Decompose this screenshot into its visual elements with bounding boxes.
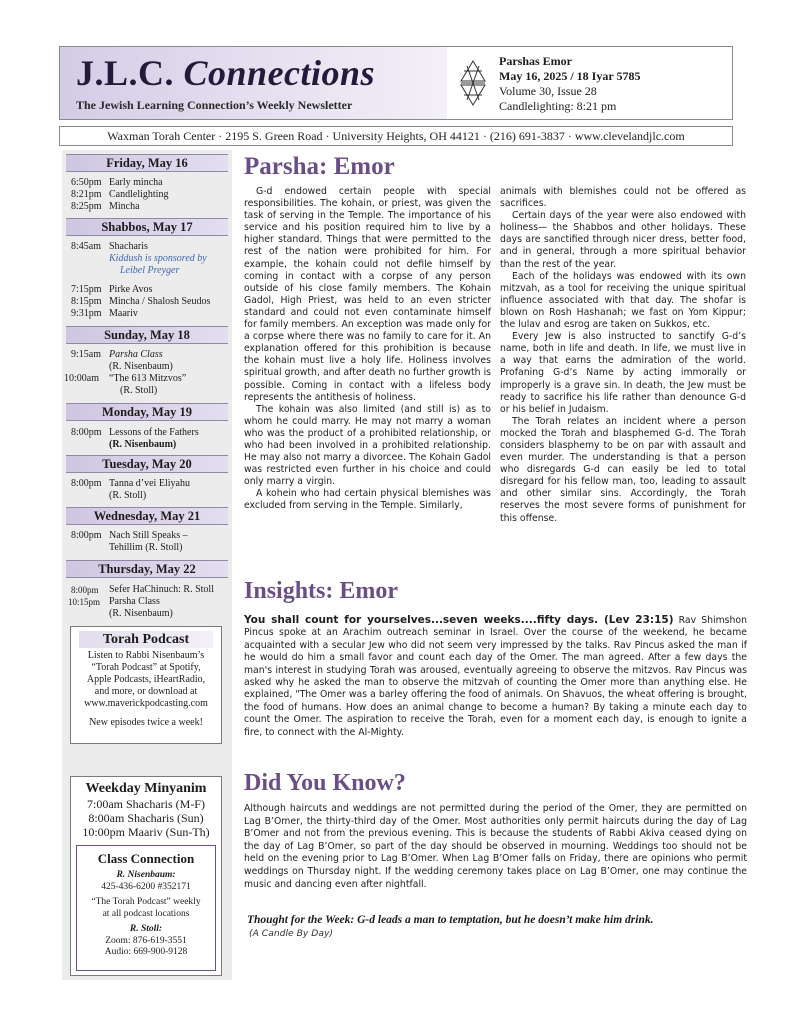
podcast-note-line: “The Torah Podcast” weekly [91, 897, 201, 907]
parsha-heading: Parsha: Emor [244, 153, 395, 180]
schedule-event: Early mincha [109, 177, 163, 188]
day-header-friday: Friday, May 16 [66, 154, 228, 172]
schedule-time: 8:00pm [71, 585, 99, 595]
schedule-instructor: (R. Nisenbaum) [109, 608, 173, 619]
rabbi-stoll-zoom[interactable]: Zoom: 876-619-3551 [105, 935, 187, 946]
newsletter-title [76, 53, 447, 93]
podcast-line: “Torah Podcast” at Spotify, [91, 662, 201, 673]
parsha-paragraph: The Torah relates an incident where a person mocked the Torah and blasphemed G-d. The Torah considers blasphemy to be on par with assault and even murder. The understanding is that a person who disregards G-d can easily be led to total disregard for his fellow man, too, leading to assault and other similar sins. Accordingly, the Torah reserves the most severe forms of punishment for this offense. [500, 415, 746, 524]
parsha-paragraph: G-d endowed certain people with special responsibilities. The kohain, or priest, was given the task of serving in the Temple. The importance of his service and his position required him to live by a higher standard. Things that were permitted to the rest of the nation were prohibited for him. For example, the kohain could not defile himself by coming in contact with a corpse of any person outside of his close family members. The Kohain Gadol, High Priest, was held to an even stricter standard and could not even contaminate himself for family members. An exception was made only for a corpse where there was no family to care for it. An explanation offered for this prohibition is because the kohain must live a holy life. Holiness involves spiritual growth, and after death no further growth is possible. Coming in contact with a lifeless body represents the antithesis of holiness. [244, 186, 491, 403]
day-header-wednesday: Wednesday, May 21 [66, 507, 228, 525]
insights-body [244, 614, 747, 739]
class-connection-box [76, 845, 216, 971]
schedule-time: 8:00pm [71, 530, 102, 541]
parsha-paragraph-continued: animals with blemishes could not be offered as sacrifices. [500, 186, 746, 210]
parsha-paragraph: Each of the holidays was endowed with its own mitzvah, as a tool for receiving the unique spiritual influence associated with that day. The shofar is blown on Rosh Hashanah; we fast on Yom Kippur; the lulav and esrog are taken on Sukkos, etc. [500, 270, 746, 331]
parsha-column-right [500, 186, 746, 525]
schedule-event: Mincha / Shalosh Seudos [109, 296, 211, 307]
kiddush-sponsor-name: Leibel Preyger [120, 265, 180, 276]
schedule-time: 8:00pm [71, 427, 102, 438]
schedule-time: 7:15pm [71, 284, 102, 295]
day-header-thursday: Thursday, May 22 [66, 560, 228, 578]
podcast-line: and more, or download at [94, 686, 198, 697]
podcast-line: Apple Podcasts, iHeartRadio, [86, 674, 206, 685]
thought-source: (A Candle By Day) [249, 928, 334, 939]
schedule-time: 8:45am [71, 241, 101, 252]
schedule-event: Shacharis [109, 241, 148, 252]
did-you-know-heading: Did You Know? [244, 770, 406, 796]
schedule-time: 6:50pm [71, 177, 102, 188]
schedule-event: Pirke Avos [109, 284, 153, 295]
day-header-shabbos: Shabbos, May 17 [66, 218, 228, 236]
schedule-event: Nach Still Speaks – [109, 530, 188, 541]
kiddush-sponsor-text: Kiddush is sponsored by [109, 253, 207, 264]
schedule-time: 9:15am [71, 349, 101, 360]
insights-lead-verse: You shall count for yourselves...seven weeks....fifty days. (Lev 23:15) [244, 614, 674, 626]
podcast-title: Torah Podcast [79, 631, 213, 648]
issue-info [499, 47, 732, 119]
address-bar: Waxman Torah Center · 2195 S. Green Road · University Heights, OH 44121 · (216) 691-3837 · www.clevelandjlc.com [59, 126, 733, 146]
thought-for-the-week: Thought for the Week: G-d leads a man to temptation, but he doesn’t make him drink. [247, 914, 654, 926]
title-italic: Connections [183, 53, 376, 93]
day-header-tuesday: Tuesday, May 20 [66, 455, 228, 473]
candlelighting-time: Candlelighting: 8:21 pm [499, 99, 617, 113]
insights-text: Rav Shimshon Pincus spoke at an Arachim outreach seminar in Israel. Over the course of the weekend, he became acquainted with a secular Jew who did not seem very impressed by the talks. Rav Pincus asked the man if he would do him a small favor and count each day of the Omer. The man agreed. After a few days the man's interest in studying Torah was aroused, eventually agreeing to observe the mitzvos. Rav Pincus was asked why he asked the man to observe the mitzvah of counting the Omer more than anything else. He explained, "The Omer was a barley offering the food of animals. On Shavuos, the wheat offering is brought, the food of humans. How does an animal change to become a human? By taking a minute each day to count the Omer. The aspiration to receive the Torah, even for a moment each day, is enough to ignite a fire, to connect with the Al-Mighty. [244, 615, 747, 738]
parsha-name: Parshas Emor [499, 54, 572, 68]
masthead-title-block [60, 47, 447, 119]
schedule-event: Maariv [109, 308, 138, 319]
class-connection-title: Class Connection [97, 851, 195, 866]
podcast-note: New episodes twice a week! [89, 717, 203, 728]
minyan-time: 8:00am Shacharis (Sun) [88, 811, 204, 825]
schedule-instructor: (R. Stoll) [109, 490, 147, 501]
did-you-know-body: Although haircuts and weddings are not permitted during the period of the Omer, they are permitted on Lag B’Omer, the thirty-third day of the Omer. Most authorities only permit haircuts during the day of Lag B’Omer and not from the previous evening. This is because the students of Rabbi Akiva ceased dying on the day of Lag B’Omer, so part of the day should be observed in mourning. Weddings too should not be held on the evening prior to Lag B’Omer. When Lag B’Omer falls on Friday, there are opinions who permit weddings on Thursday night. If the wedding ceremony takes place on Lag B’Omer, one may continue the music and dancing even after nightfall. [244, 803, 747, 890]
podcast-description [71, 650, 221, 710]
parsha-paragraph: A kohein who had certain physical blemishes was excluded from serving in the Temple. Similarly, [244, 488, 491, 512]
rabbi-stoll-audio[interactable]: Audio: 669-900-9128 [104, 947, 188, 957]
minyan-time: 7:00am Shacharis (M-F) [87, 797, 205, 811]
schedule-time: 9:31pm [71, 308, 102, 319]
schedule-instructor: Tehillim (R. Stoll) [109, 542, 183, 553]
schedule-instructor: (R. Stoll) [120, 385, 158, 396]
schedule-instructor: (R. Nisenbaum) [109, 439, 177, 450]
parsha-paragraph: Certain days of the year were also endowed with holiness— the Shabbos and other holidays. These days are sanctified through nicer dress, better food, and in general, through a more spiritual behavior than the rest of the year. [500, 210, 746, 270]
schedule-time: 10:15pm [68, 597, 101, 607]
schedule-time: 10:00am [64, 373, 99, 384]
day-header-sunday: Sunday, May 18 [66, 326, 228, 344]
minyanim-title: Weekday Minyanim [85, 781, 207, 796]
rabbi-nisenbaum-phone[interactable]: 425-436-6200 #352171 [101, 881, 191, 892]
parsha-paragraph: The kohain was also limited (and still is) as to whom he could marry. He may not marry a woman who was the product of a prohibited relationship, or who had been involved in a prohibited relationship. He may also not marry a divorcee. The Kohain Gadol was restricted even further in his choice and could only marry a virgin. [244, 403, 491, 488]
torah-podcast-box [70, 626, 222, 744]
schedule-event: Parsha Class [109, 596, 160, 607]
day-header-monday: Monday, May 19 [66, 403, 228, 421]
podcast-line: Listen to Rabbi Nisenbaum’s [87, 650, 205, 661]
title-main: J.L.C. [76, 53, 175, 93]
podcast-note-line: at all podcast locations [102, 908, 190, 919]
schedule-event: “The 613 Mitzvos” [109, 373, 187, 384]
schedule-event: Lessons of the Fathers [109, 427, 199, 438]
schedule-event: Parsha Class [109, 349, 163, 360]
star-of-david-lattice-icon [447, 47, 499, 119]
schedule-time: 8:00pm [71, 478, 102, 489]
minyan-time: 10:00pm Maariv (Sun-Th) [82, 825, 210, 839]
schedule-time: 8:21pm [71, 189, 102, 200]
insights-heading: Insights: Emor [244, 578, 399, 604]
newsletter-subtitle: The Jewish Learning Connection’s Weekly Newsletter [76, 98, 353, 112]
schedule-event: Sefer HaChinuch: R. Stoll [109, 584, 214, 595]
parsha-column-left [244, 186, 491, 513]
schedule-event: Candlelighting [109, 189, 169, 200]
schedule-time: 8:15pm [71, 296, 102, 307]
issue-date: May 16, 2025 / 18 Iyar 5785 [499, 69, 641, 83]
issue-volume: Volume 30, Issue 28 [499, 84, 597, 98]
schedule-event: Tanna d’vei Eliyahu [109, 478, 190, 489]
rabbi-nisenbaum-label: R. Nisenbaum: [116, 870, 176, 880]
masthead [59, 46, 733, 120]
parsha-paragraph: Every Jew is also instructed to sanctify G-d’s name, both in life and death. In life, we must live in a way that earns the admiration of the world. Profaning G-d’s Name by acting immorally or improperly is a grave sin. In death, the Jew must be ready to sacrifice his life rather than denounce G-d or his belief in Judaism. [500, 331, 746, 415]
schedule-time: 8:25pm [71, 201, 102, 212]
rabbi-stoll-label: R. Stoll: [129, 924, 163, 934]
schedule-event: Mincha [109, 201, 140, 212]
podcast-url-link[interactable]: www.maverickpodcasting.com [84, 698, 208, 709]
schedule-instructor: (R. Nisenbaum) [109, 361, 173, 372]
